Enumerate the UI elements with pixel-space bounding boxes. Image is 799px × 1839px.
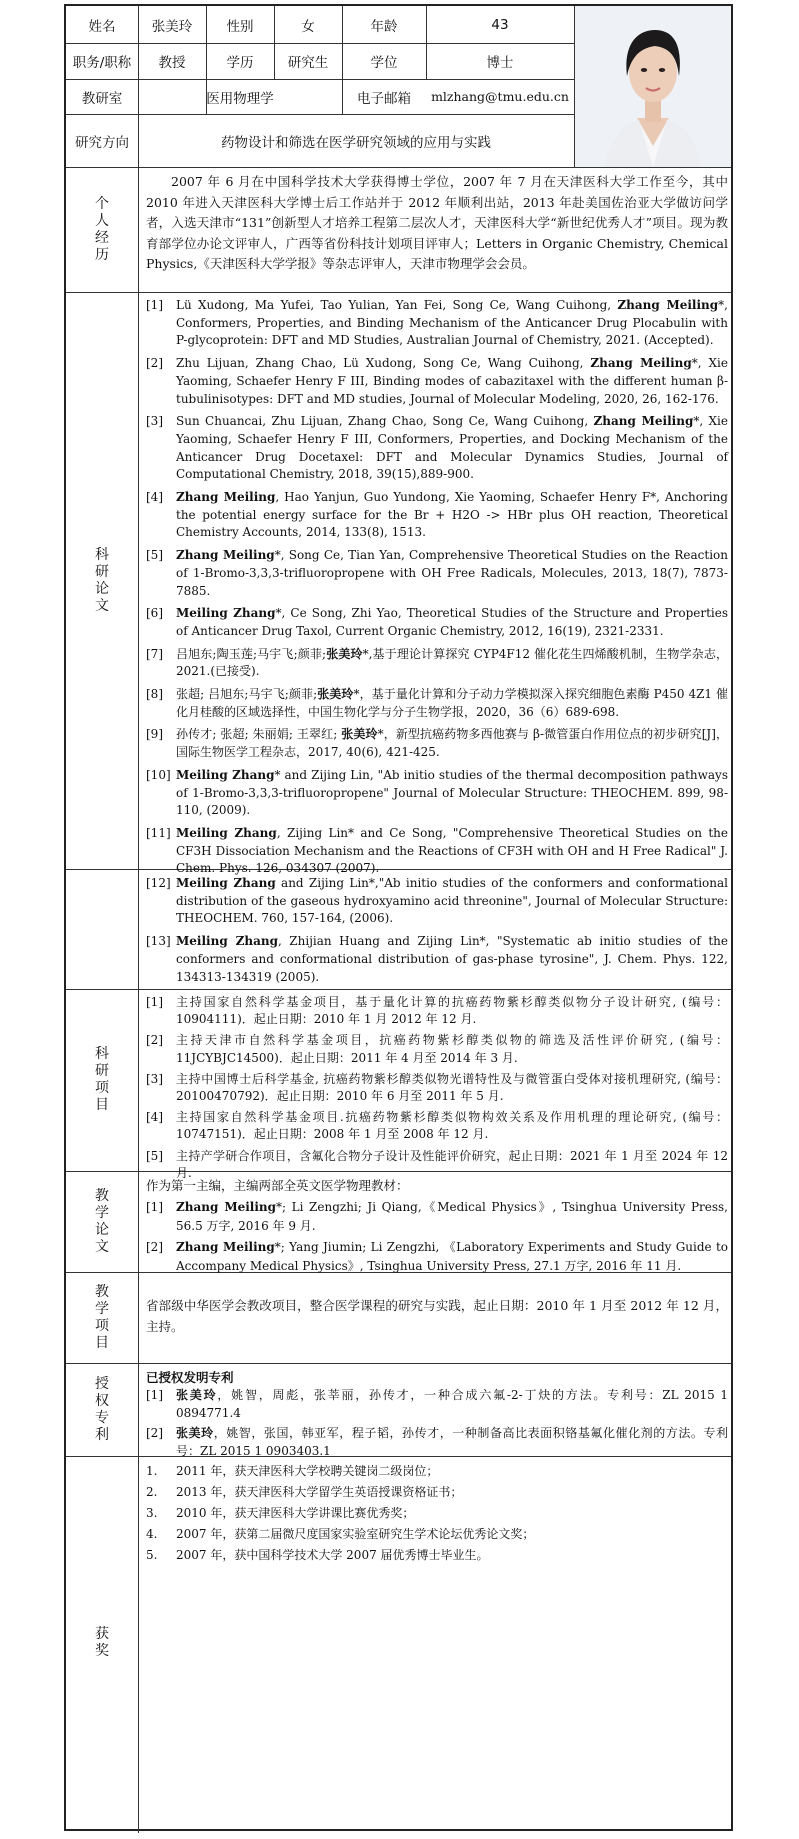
gender-label: 性别 — [226, 18, 254, 35]
item-number: [7] — [146, 646, 163, 661]
title-label: 职务/职称 — [72, 55, 132, 71]
item-number: [13] — [146, 934, 171, 949]
item-text: *, Song Ce, Tian Yan, Comprehensive Theoretical Studies on the Reaction of 1-Bromo-3,3,3-trifluoropropene with OH Free Radicals, Molecules, 2013, 18(7), 7873-7885. — [176, 548, 728, 598]
teaching-paper-entry — [146, 1198, 728, 1235]
paper-entry — [146, 413, 728, 484]
teaching-papers-list — [146, 1198, 728, 1275]
item-number: [2] — [146, 1033, 163, 1048]
item-text: *; Yang Jiumin; Li Zengzhi, 《Laboratory Experiments and Study Guide to Accompany Medical Physics》, Tsinghua University Press, 27.1 万字, 2016 年 11 月. — [176, 1240, 728, 1273]
teaching-projects-text: 省部级中华医学会教改项目，整合医学课程的研究与实践，起止日期：2010 年 1 月至 2012 年 12 月，主持。 — [146, 1298, 728, 1334]
patent-entry — [146, 1387, 728, 1422]
item-text-tail: *, Xie Yaoming, Schaefer Henry F III, Binding modes of cabazitaxel with the different human β-tubulinisotypes: DFT and MD studies, Journal of Molecular Modeling, 2020, 26, 162-176. — [176, 356, 728, 406]
item-text: 主持国家自然科学基金项目.抗癌药物紫杉醇类似物构效关系及作用机理的理论研究, (编号：10747151)．起止日期：2008 年 1 月至 2008 年 12 月. — [176, 1110, 728, 1142]
item-number: [12] — [146, 876, 171, 890]
degree-value: 博士 — [486, 55, 514, 71]
teaching-paper-entry — [146, 1238, 728, 1275]
item-text: 2007 年，获第二届微尺度国家实验室研究生学术论坛优秀论文奖； — [176, 1527, 535, 1541]
item-number: [5] — [146, 548, 163, 563]
item-text: *, Ce Song, Zhi Yao, Theoretical Studies of the Structure and Properties of Anticancer Drug Taxol, Current Organic Chemistry, 2012, 16(19), 2321-2331. — [176, 606, 729, 638]
award-entry — [146, 1461, 728, 1482]
resume-table — [64, 4, 733, 1831]
item-number: [3] — [146, 414, 163, 429]
item-number: [1] — [146, 1388, 163, 1402]
title-value: 教授 — [158, 55, 186, 71]
item-number: [3] — [146, 1071, 163, 1086]
paper-entry — [146, 355, 728, 408]
item-number: 2. — [146, 1485, 158, 1499]
dept-value: 医用物理学 — [206, 90, 274, 107]
highlighted-author: 张美玲 — [176, 1426, 214, 1440]
item-text: ，姚智，周彪，张莘丽，孙传才，一种合成六氟-2-丁炔的方法。专利号：ZL 2015 1 0894771.4 — [176, 1388, 728, 1420]
edu-label: 学历 — [226, 55, 254, 71]
award-entry — [146, 1545, 728, 1566]
highlighted-author: Meiling Zhang — [176, 876, 276, 890]
portrait-photo — [575, 6, 731, 167]
item-text: *; Li Zengzhi; Ji Qiang,《Medical Physics》, Tsinghua University Press, 56.5 万字, 2016 年 9 月. — [176, 1200, 728, 1233]
item-number: 5. — [146, 1548, 158, 1562]
item-number: 1. — [146, 1464, 158, 1478]
item-number: [1] — [146, 298, 163, 312]
highlighted-author: Meiling Zhang — [176, 767, 275, 782]
item-text: 主持国家自然科学基金项目，基于量化计算的抗癌药物紫杉醇类似物分子设计研究, (编号：10904111)．起止日期：2010 年 1 月 2012 年 12 月. — [176, 995, 728, 1027]
item-text: 2011 年，获天津医科大学校聘关键岗二级岗位； — [176, 1464, 439, 1478]
item-text: 吕旭东;陶玉莲;马宇飞;颜菲; — [176, 646, 327, 661]
item-text: 主持天津市自然科学基金项目，抗癌药物紫杉醇类似物的筛选及活性评价研究, (编号：11JCYBJC14500)．起止日期：2011 年 4 月至 2014 年 3 月. — [176, 1033, 728, 1065]
email-label: 电子邮箱 — [357, 90, 411, 107]
patent-entry — [146, 1425, 728, 1460]
research-value: 药物设计和筛选在医学研究领域的应用与实践 — [221, 134, 491, 151]
project-entry — [146, 1071, 728, 1105]
item-text: 主持中国博士后科学基金, 抗癌药物紫杉醇类似物光谱特性及与微管蛋白受体对接机理研究, (编号：20100470792)．起止日期：2010 年 6 月至 2011 年 5 月. — [176, 1071, 728, 1104]
awards-list — [146, 1461, 728, 1566]
papers-list-continued — [146, 875, 728, 991]
highlighted-author: Meiling Zhang — [176, 825, 277, 840]
gender-value: 女 — [301, 18, 315, 35]
bio-label: 个人经历 — [95, 195, 109, 263]
item-number: [2] — [146, 356, 163, 371]
patents-label: 授权专利 — [95, 1375, 109, 1443]
item-number: [1] — [146, 1200, 163, 1214]
teaching-papers-intro: 作为第一主编，主编两部全英文医学物理教材： — [146, 1178, 409, 1193]
awards-label: 获奖 — [95, 1625, 109, 1659]
paper-entry — [146, 605, 728, 640]
item-text: , Hao Yanjun, Guo Yundong, Xie Yaoming, Schaefer Henry F*, Anchoring the potential energy surface for the Br + H2O -> HBr plus OH reaction, Theoretical Chemistry Accounts, 2014, 133(8), 1513. — [176, 490, 728, 540]
item-text: , Zijing Lin* and Ce Song, "Comprehensive Theoretical Studies on the CF3H Dissociation Mechanism and the Reactions of CF3H with OH and H Free Radical" J. Chem. Phys. 126, 034307 (2007). — [176, 825, 729, 876]
item-number: [2] — [146, 1426, 163, 1440]
item-text: 2013 年，获天津医科大学留学生英语授课资格证书； — [176, 1485, 463, 1499]
patents — [146, 1368, 728, 1463]
item-text: 孙传才; 张超; 朱丽娟; 王翠红; — [176, 727, 342, 742]
age-label: 年龄 — [370, 18, 398, 35]
projects-label: 科研项目 — [95, 1046, 109, 1113]
paper-entry — [146, 686, 728, 721]
item-number: [8] — [146, 687, 163, 702]
item-number: [4] — [146, 490, 163, 505]
patents-heading: 已授权发明专利 — [146, 1370, 234, 1385]
highlighted-author: 张美玲 — [176, 1388, 218, 1402]
highlighted-author: Zhang Meiling — [176, 1240, 275, 1254]
item-number: [11] — [146, 825, 171, 840]
project-entry — [146, 1109, 728, 1143]
research-label: 研究方向 — [75, 134, 129, 151]
teaching-projects-label: 教学项目 — [95, 1283, 109, 1351]
item-text: Sun Chuancai, Zhu Lijuan, Zhang Chao, Song Ce, Wang Cuihong, — [176, 414, 594, 429]
item-text-tail: *,基于理论计算探究 CYP4F12 催化花生四烯酸机制，生物学杂志，2021.(已接受). — [176, 646, 728, 679]
degree-label: 学位 — [370, 55, 398, 71]
dept-label: 教研室 — [81, 90, 123, 107]
bio-text: 2007 年 6 月在中国科学技术大学获得博士学位，2007 年 7 月在天津医科大学工作至今，其中 2010 年进入天津医科大学博士后工作站并于 2012 年顺利出站，2013 年赴美国佐治亚大学做访问学者，入选天津市“131”创新型人才培养工程第二层次人才，天津医科大学“新世纪优秀人才”项目。现为教育部学位办论文评审人，广西等省份科技计划项目评审人；Letters in Organic Chemistry, Chemical Physics,《天津医科大学学报》等杂志评审人，天津市物理学会会员。 — [146, 174, 728, 271]
highlighted-author: Meiling Zhang — [176, 934, 278, 949]
item-number: [6] — [146, 606, 163, 621]
item-text-tail: *, Xie Yaoming, Schaefer Henry F III, Conformers, Properties, and Docking Mechanism of the Anticancer Drug Docetaxel: DFT and Molecular Dynamics Studies, Journal of Computational Chemistry, 2018, 39(15),889-900. — [176, 414, 728, 482]
item-number: [10] — [146, 767, 171, 782]
highlighted-author: Zhang Meiling — [617, 298, 719, 312]
paper-entry — [146, 875, 728, 928]
item-text-tail: *，新型抗癌药物多西他赛与 β-微管蛋白作用位点的初步研究[J]，国际生物医学工程杂志，2017, 40(6), 421-425. — [176, 727, 728, 760]
item-number: 4. — [146, 1527, 158, 1541]
item-text: and Zijing Lin*,"Ab initio studies of the conformers and conformational distribution of the gaseous hydroxyamino acid threonine", Journal of Molecular Structure: THEOCHEM. 760, 157-164, (2006). — [176, 876, 728, 926]
age-value: 43 — [491, 16, 509, 33]
item-number: [5] — [146, 1148, 163, 1163]
paper-entry — [146, 933, 728, 986]
highlighted-author: 张美玲 — [326, 646, 363, 661]
award-entry — [146, 1503, 728, 1524]
item-text: Zhu Lijuan, Zhang Chao, Lü Xudong, Song Ce, Wang Cuihong, — [176, 356, 591, 371]
projects-list — [146, 994, 728, 1186]
teaching-papers — [146, 1176, 728, 1278]
highlighted-author: 张美玲 — [341, 727, 378, 742]
paper-entry — [146, 767, 728, 820]
item-text-tail: *，基于量化计算和分子动力学模拟深入探究细胞色素酶 P450 4Z1 催化月桂酸的区域选择性，中国生物化学与分子生物学报，2020，36（6）689-698. — [176, 687, 728, 719]
paper-entry — [146, 297, 728, 350]
highlighted-author: Zhang Meiling — [590, 356, 692, 371]
item-text: 张超; 吕旭东;马宇飞;颜菲; — [176, 687, 318, 702]
edu-value: 研究生 — [287, 55, 329, 71]
papers-label: 科研论文 — [95, 546, 109, 614]
patents-list — [146, 1387, 728, 1460]
name-label: 姓名 — [88, 18, 116, 35]
award-entry — [146, 1482, 728, 1503]
item-text-tail: *, Conformers, Properties, and Binding Mechanism of the Anticancer Drug Plocabulin with P-glycoprotein: DFT and MD Studies, Australian Journal of Chemistry, 2021. (Accepted). — [176, 298, 728, 348]
item-number: [2] — [146, 1240, 163, 1254]
item-number: [4] — [146, 1110, 163, 1125]
item-text: * and Zijing Lin, "Ab initio studies of the thermal decomposition pathways of 1-Bromo-3,3,3-trifluoropropene" Journal of Molecular Structure: THEOCHEM. 899, 98-110, (2009). — [176, 767, 728, 818]
item-text: 2007 年，获中国科学技术大学 2007 届优秀博士毕业生。 — [176, 1548, 489, 1562]
item-number: [1] — [146, 995, 163, 1009]
item-number: 3. — [146, 1506, 158, 1520]
paper-entry — [146, 726, 728, 761]
paper-entry — [146, 489, 728, 542]
highlighted-author: Meiling Zhang — [176, 606, 276, 621]
project-entry — [146, 994, 728, 1028]
teaching-papers-label: 教学论文 — [95, 1187, 109, 1255]
paper-entry — [146, 646, 728, 681]
name-value: 张美玲 — [151, 18, 193, 35]
item-text: Lü Xudong, Ma Yufei, Tao Yulian, Yan Fei, Song Ce, Wang Cuihong, — [176, 298, 618, 312]
email-value: mlzhang@tmu.edu.cn — [431, 89, 569, 104]
item-text: 主持产学研合作项目，含氟化合物分子设计及性能评价研究，起止日期：2021 年 1 月至 2024 年 12 月. — [176, 1148, 728, 1180]
item-text: 2010 年，获天津医科大学讲课比赛优秀奖； — [176, 1506, 415, 1520]
highlighted-author: Zhang Meiling — [176, 490, 276, 505]
item-text: , Zhijian Huang and Zijing Lin*, "Systematic ab initio studies of the conformers and conformational distribution of gas-phase tyrosine", J. Chem. Phys. 122, 134313-134319 (2005). — [176, 934, 728, 984]
highlighted-author: Zhang Meiling — [593, 414, 694, 429]
highlighted-author: 张美玲 — [317, 687, 354, 702]
paper-entry — [146, 547, 728, 600]
highlighted-author: Zhang Meiling — [176, 1200, 277, 1214]
paper-entry — [146, 825, 728, 878]
papers-list — [146, 297, 728, 883]
item-text: ，姚智，张国，韩亚军，程子韬，孙传才，一种制备高比表面积铬基氟化催化剂的方法。专利号：ZL 2015 1 0903403.1 — [176, 1426, 728, 1458]
project-entry — [146, 1032, 728, 1066]
highlighted-author: Zhang Meiling — [176, 548, 275, 563]
award-entry — [146, 1524, 728, 1545]
item-number: [9] — [146, 727, 163, 742]
